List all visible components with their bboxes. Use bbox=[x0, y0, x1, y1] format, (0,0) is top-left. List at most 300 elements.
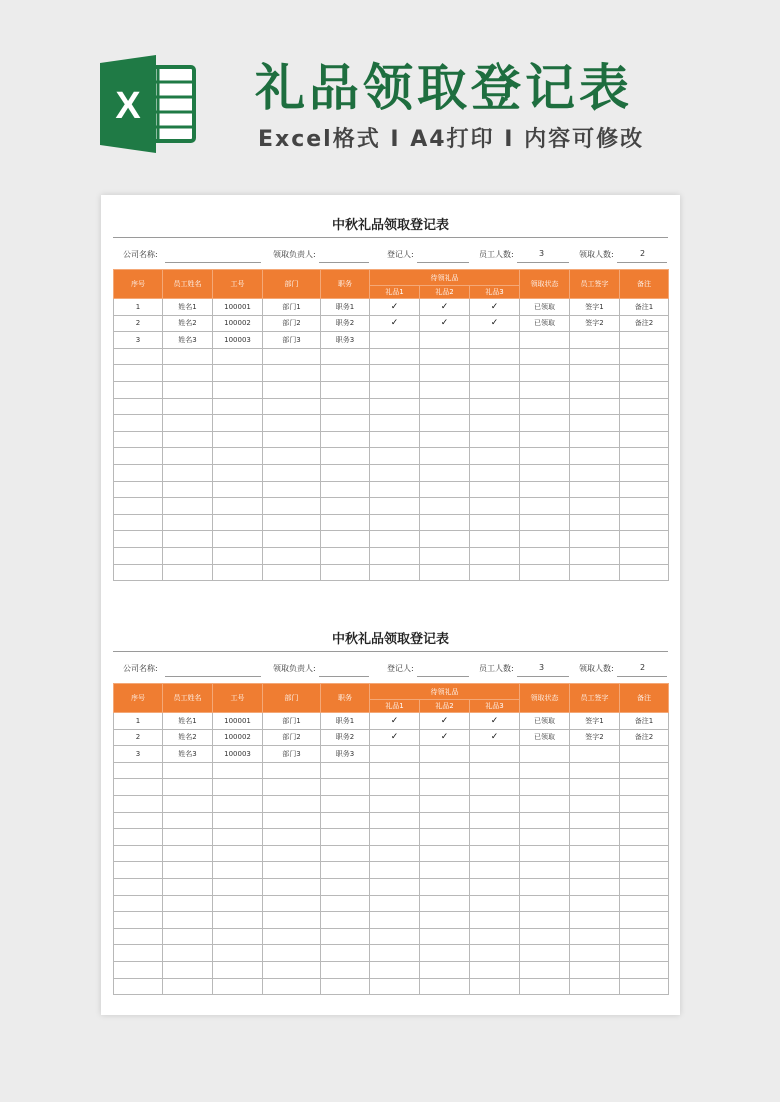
cell-name[interactable]: 姓名1 bbox=[163, 713, 213, 730]
company-field[interactable] bbox=[165, 676, 261, 677]
cell-name[interactable] bbox=[163, 365, 213, 382]
cell-status[interactable] bbox=[520, 464, 570, 481]
cell-post[interactable] bbox=[321, 862, 370, 879]
cell-post[interactable] bbox=[321, 365, 370, 382]
cell-note[interactable] bbox=[620, 415, 669, 432]
cell-signature[interactable] bbox=[570, 481, 620, 498]
cell-id[interactable] bbox=[213, 547, 263, 564]
cell-gift2[interactable] bbox=[420, 365, 470, 382]
cell-status[interactable]: 已领取 bbox=[520, 299, 570, 316]
cell-signature[interactable]: 签字1 bbox=[570, 713, 620, 730]
cell-dept[interactable] bbox=[263, 381, 321, 398]
cell-gift3[interactable] bbox=[470, 564, 520, 581]
cell-gift1[interactable]: ✓ bbox=[370, 729, 420, 746]
cell-name[interactable] bbox=[163, 481, 213, 498]
cell-gift3[interactable] bbox=[470, 415, 520, 432]
cell-gift1[interactable] bbox=[370, 795, 420, 812]
cell-signature[interactable] bbox=[570, 912, 620, 929]
cell-gift1[interactable]: ✓ bbox=[370, 299, 420, 316]
cell-note[interactable] bbox=[620, 514, 669, 531]
cell-index[interactable] bbox=[114, 895, 163, 912]
cell-name[interactable]: 姓名3 bbox=[163, 332, 213, 349]
cell-gift2[interactable] bbox=[420, 746, 470, 763]
cell-post[interactable] bbox=[321, 514, 370, 531]
cell-note[interactable] bbox=[620, 531, 669, 548]
cell-post[interactable] bbox=[321, 431, 370, 448]
cell-signature[interactable] bbox=[570, 448, 620, 465]
cell-gift2[interactable] bbox=[420, 795, 470, 812]
cell-dept[interactable] bbox=[263, 415, 321, 432]
cell-gift2[interactable] bbox=[420, 812, 470, 829]
cell-note[interactable] bbox=[620, 978, 669, 995]
cell-gift1[interactable] bbox=[370, 961, 420, 978]
cell-signature[interactable] bbox=[570, 547, 620, 564]
cell-post[interactable] bbox=[321, 961, 370, 978]
cell-status[interactable] bbox=[520, 961, 570, 978]
cell-gift3[interactable] bbox=[470, 381, 520, 398]
cell-id[interactable] bbox=[213, 912, 263, 929]
cell-gift1[interactable] bbox=[370, 348, 420, 365]
cell-gift1[interactable] bbox=[370, 531, 420, 548]
cell-gift1[interactable]: ✓ bbox=[370, 713, 420, 730]
cell-signature[interactable]: 签字1 bbox=[570, 299, 620, 316]
cell-status[interactable]: 已领取 bbox=[520, 729, 570, 746]
cell-status[interactable] bbox=[520, 762, 570, 779]
cell-id[interactable] bbox=[213, 448, 263, 465]
cell-id[interactable] bbox=[213, 431, 263, 448]
cell-name[interactable] bbox=[163, 945, 213, 962]
cell-gift2[interactable] bbox=[420, 348, 470, 365]
cell-index[interactable] bbox=[114, 531, 163, 548]
cell-gift1[interactable] bbox=[370, 415, 420, 432]
cell-status[interactable] bbox=[520, 795, 570, 812]
cell-post[interactable]: 职务2 bbox=[321, 729, 370, 746]
cell-id[interactable]: 100002 bbox=[213, 315, 263, 332]
cell-name[interactable] bbox=[163, 415, 213, 432]
cell-dept[interactable] bbox=[263, 365, 321, 382]
cell-gift3[interactable] bbox=[470, 514, 520, 531]
cell-gift3[interactable] bbox=[470, 945, 520, 962]
cell-post[interactable] bbox=[321, 381, 370, 398]
cell-dept[interactable] bbox=[263, 481, 321, 498]
cell-dept[interactable] bbox=[263, 464, 321, 481]
cell-post[interactable] bbox=[321, 398, 370, 415]
cell-gift2[interactable] bbox=[420, 448, 470, 465]
cell-signature[interactable] bbox=[570, 795, 620, 812]
cell-gift2[interactable] bbox=[420, 498, 470, 515]
cell-gift1[interactable] bbox=[370, 912, 420, 929]
cell-gift1[interactable] bbox=[370, 547, 420, 564]
cell-gift3[interactable]: ✓ bbox=[470, 299, 520, 316]
cell-id[interactable] bbox=[213, 498, 263, 515]
cell-signature[interactable] bbox=[570, 812, 620, 829]
cell-name[interactable] bbox=[163, 431, 213, 448]
cell-dept[interactable]: 部门2 bbox=[263, 315, 321, 332]
cell-dept[interactable] bbox=[263, 448, 321, 465]
cell-status[interactable] bbox=[520, 978, 570, 995]
cell-status[interactable] bbox=[520, 812, 570, 829]
cell-gift1[interactable] bbox=[370, 481, 420, 498]
cell-signature[interactable] bbox=[570, 531, 620, 548]
cell-index[interactable] bbox=[114, 514, 163, 531]
cell-index[interactable] bbox=[114, 464, 163, 481]
cell-dept[interactable] bbox=[263, 862, 321, 879]
cell-status[interactable] bbox=[520, 498, 570, 515]
cell-note[interactable] bbox=[620, 365, 669, 382]
cell-gift3[interactable] bbox=[470, 547, 520, 564]
cell-post[interactable] bbox=[321, 531, 370, 548]
cell-gift1[interactable] bbox=[370, 862, 420, 879]
cell-note[interactable] bbox=[620, 895, 669, 912]
cell-signature[interactable] bbox=[570, 945, 620, 962]
cell-gift2[interactable] bbox=[420, 514, 470, 531]
cell-dept[interactable] bbox=[263, 431, 321, 448]
cell-status[interactable] bbox=[520, 829, 570, 846]
cell-id[interactable] bbox=[213, 779, 263, 796]
cell-index[interactable] bbox=[114, 978, 163, 995]
cell-dept[interactable]: 部门1 bbox=[263, 713, 321, 730]
cell-gift2[interactable] bbox=[420, 464, 470, 481]
cell-signature[interactable] bbox=[570, 961, 620, 978]
cell-post[interactable] bbox=[321, 829, 370, 846]
cell-status[interactable] bbox=[520, 398, 570, 415]
registrar-field[interactable] bbox=[417, 676, 469, 677]
cell-post[interactable]: 职务2 bbox=[321, 315, 370, 332]
cell-dept[interactable] bbox=[263, 795, 321, 812]
cell-dept[interactable] bbox=[263, 531, 321, 548]
cell-status[interactable]: 已领取 bbox=[520, 713, 570, 730]
cell-index[interactable] bbox=[114, 845, 163, 862]
cell-post[interactable] bbox=[321, 498, 370, 515]
cell-note[interactable] bbox=[620, 398, 669, 415]
cell-note[interactable] bbox=[620, 795, 669, 812]
cell-post[interactable]: 职务1 bbox=[321, 299, 370, 316]
cell-dept[interactable] bbox=[263, 961, 321, 978]
cell-index[interactable] bbox=[114, 398, 163, 415]
cell-gift2[interactable] bbox=[420, 912, 470, 929]
cell-dept[interactable] bbox=[263, 928, 321, 945]
cell-gift1[interactable] bbox=[370, 762, 420, 779]
cell-name[interactable] bbox=[163, 795, 213, 812]
cell-signature[interactable] bbox=[570, 365, 620, 382]
cell-gift1[interactable] bbox=[370, 945, 420, 962]
cell-gift2[interactable] bbox=[420, 895, 470, 912]
cell-post[interactable] bbox=[321, 464, 370, 481]
cell-note[interactable] bbox=[620, 564, 669, 581]
cell-signature[interactable] bbox=[570, 862, 620, 879]
cell-dept[interactable] bbox=[263, 912, 321, 929]
cell-signature[interactable] bbox=[570, 514, 620, 531]
cell-id[interactable] bbox=[213, 481, 263, 498]
cell-note[interactable] bbox=[620, 961, 669, 978]
cell-signature[interactable] bbox=[570, 829, 620, 846]
cell-dept[interactable] bbox=[263, 779, 321, 796]
cell-name[interactable] bbox=[163, 381, 213, 398]
cell-post[interactable]: 职务3 bbox=[321, 332, 370, 349]
cell-gift3[interactable] bbox=[470, 348, 520, 365]
cell-dept[interactable] bbox=[263, 978, 321, 995]
cell-post[interactable] bbox=[321, 564, 370, 581]
cell-gift1[interactable] bbox=[370, 332, 420, 349]
cell-note[interactable] bbox=[620, 862, 669, 879]
cell-status[interactable] bbox=[520, 332, 570, 349]
cell-id[interactable]: 100001 bbox=[213, 299, 263, 316]
cell-dept[interactable] bbox=[263, 845, 321, 862]
cell-dept[interactable] bbox=[263, 547, 321, 564]
cell-gift3[interactable] bbox=[470, 928, 520, 945]
cell-gift3[interactable] bbox=[470, 812, 520, 829]
cell-post[interactable] bbox=[321, 878, 370, 895]
cell-note[interactable] bbox=[620, 845, 669, 862]
cell-dept[interactable]: 部门3 bbox=[263, 746, 321, 763]
cell-dept[interactable]: 部门2 bbox=[263, 729, 321, 746]
cell-gift3[interactable] bbox=[470, 448, 520, 465]
cell-gift1[interactable] bbox=[370, 381, 420, 398]
cell-id[interactable] bbox=[213, 514, 263, 531]
cell-name[interactable] bbox=[163, 531, 213, 548]
cell-name[interactable] bbox=[163, 928, 213, 945]
cell-note[interactable]: 备注1 bbox=[620, 713, 669, 730]
cell-status[interactable] bbox=[520, 912, 570, 929]
cell-status[interactable] bbox=[520, 348, 570, 365]
cell-post[interactable] bbox=[321, 547, 370, 564]
cell-id[interactable] bbox=[213, 415, 263, 432]
cell-gift2[interactable]: ✓ bbox=[420, 315, 470, 332]
cell-note[interactable] bbox=[620, 381, 669, 398]
cell-gift1[interactable] bbox=[370, 398, 420, 415]
cell-id[interactable] bbox=[213, 564, 263, 581]
cell-name[interactable]: 姓名2 bbox=[163, 315, 213, 332]
cell-gift1[interactable] bbox=[370, 878, 420, 895]
cell-signature[interactable]: 签字2 bbox=[570, 729, 620, 746]
cell-name[interactable] bbox=[163, 514, 213, 531]
cell-name[interactable] bbox=[163, 961, 213, 978]
cell-gift3[interactable] bbox=[470, 878, 520, 895]
cell-gift1[interactable] bbox=[370, 464, 420, 481]
cell-id[interactable] bbox=[213, 762, 263, 779]
cell-gift3[interactable]: ✓ bbox=[470, 729, 520, 746]
cell-status[interactable] bbox=[520, 779, 570, 796]
cell-note[interactable] bbox=[620, 762, 669, 779]
cell-status[interactable] bbox=[520, 746, 570, 763]
received-count-field[interactable] bbox=[617, 262, 667, 263]
cell-dept[interactable] bbox=[263, 829, 321, 846]
cell-gift1[interactable] bbox=[370, 514, 420, 531]
cell-post[interactable] bbox=[321, 795, 370, 812]
cell-index[interactable] bbox=[114, 431, 163, 448]
cell-id[interactable] bbox=[213, 862, 263, 879]
cell-note[interactable] bbox=[620, 464, 669, 481]
cell-name[interactable] bbox=[163, 348, 213, 365]
cell-note[interactable] bbox=[620, 431, 669, 448]
cell-gift2[interactable] bbox=[420, 928, 470, 945]
cell-index[interactable] bbox=[114, 498, 163, 515]
staff-count-field[interactable] bbox=[517, 262, 569, 263]
cell-name[interactable] bbox=[163, 547, 213, 564]
cell-gift3[interactable] bbox=[470, 895, 520, 912]
cell-name[interactable] bbox=[163, 812, 213, 829]
cell-gift1[interactable] bbox=[370, 448, 420, 465]
cell-index[interactable] bbox=[114, 928, 163, 945]
received-count-field[interactable] bbox=[617, 676, 667, 677]
cell-gift3[interactable] bbox=[470, 912, 520, 929]
cell-post[interactable] bbox=[321, 448, 370, 465]
cell-name[interactable]: 姓名1 bbox=[163, 299, 213, 316]
cell-gift3[interactable] bbox=[470, 332, 520, 349]
cell-gift3[interactable] bbox=[470, 464, 520, 481]
cell-gift2[interactable] bbox=[420, 862, 470, 879]
cell-gift3[interactable] bbox=[470, 779, 520, 796]
cell-index[interactable] bbox=[114, 348, 163, 365]
cell-index[interactable]: 1 bbox=[114, 713, 163, 730]
cell-id[interactable] bbox=[213, 795, 263, 812]
cell-gift3[interactable] bbox=[470, 531, 520, 548]
cell-status[interactable] bbox=[520, 928, 570, 945]
cell-index[interactable] bbox=[114, 564, 163, 581]
cell-note[interactable] bbox=[620, 928, 669, 945]
cell-gift2[interactable] bbox=[420, 978, 470, 995]
cell-name[interactable] bbox=[163, 862, 213, 879]
cell-status[interactable] bbox=[520, 564, 570, 581]
cell-note[interactable]: 备注2 bbox=[620, 315, 669, 332]
cell-index[interactable]: 3 bbox=[114, 332, 163, 349]
cell-note[interactable]: 备注1 bbox=[620, 299, 669, 316]
cell-id[interactable]: 100001 bbox=[213, 713, 263, 730]
cell-id[interactable] bbox=[213, 365, 263, 382]
cell-name[interactable]: 姓名2 bbox=[163, 729, 213, 746]
cell-post[interactable] bbox=[321, 912, 370, 929]
cell-gift1[interactable] bbox=[370, 812, 420, 829]
cell-signature[interactable] bbox=[570, 431, 620, 448]
cell-gift1[interactable] bbox=[370, 829, 420, 846]
cell-post[interactable] bbox=[321, 895, 370, 912]
cell-id[interactable] bbox=[213, 845, 263, 862]
cell-status[interactable] bbox=[520, 862, 570, 879]
cell-note[interactable] bbox=[620, 348, 669, 365]
cell-id[interactable] bbox=[213, 961, 263, 978]
cell-signature[interactable] bbox=[570, 464, 620, 481]
cell-note[interactable] bbox=[620, 912, 669, 929]
cell-gift2[interactable] bbox=[420, 845, 470, 862]
cell-gift2[interactable]: ✓ bbox=[420, 299, 470, 316]
cell-index[interactable]: 1 bbox=[114, 299, 163, 316]
cell-name[interactable]: 姓名3 bbox=[163, 746, 213, 763]
cell-gift2[interactable] bbox=[420, 481, 470, 498]
cell-gift2[interactable] bbox=[420, 398, 470, 415]
cell-status[interactable] bbox=[520, 895, 570, 912]
cell-index[interactable]: 2 bbox=[114, 315, 163, 332]
cell-id[interactable] bbox=[213, 464, 263, 481]
cell-index[interactable] bbox=[114, 547, 163, 564]
cell-name[interactable] bbox=[163, 895, 213, 912]
cell-note[interactable] bbox=[620, 945, 669, 962]
cell-id[interactable] bbox=[213, 895, 263, 912]
cell-status[interactable] bbox=[520, 365, 570, 382]
cell-gift2[interactable] bbox=[420, 431, 470, 448]
cell-name[interactable] bbox=[163, 779, 213, 796]
cell-gift3[interactable] bbox=[470, 431, 520, 448]
cell-dept[interactable] bbox=[263, 498, 321, 515]
cell-gift1[interactable]: ✓ bbox=[370, 315, 420, 332]
cell-gift1[interactable] bbox=[370, 978, 420, 995]
cell-post[interactable]: 职务3 bbox=[321, 746, 370, 763]
cell-id[interactable] bbox=[213, 398, 263, 415]
cell-gift2[interactable] bbox=[420, 381, 470, 398]
cell-id[interactable]: 100003 bbox=[213, 332, 263, 349]
cell-signature[interactable] bbox=[570, 332, 620, 349]
cell-index[interactable]: 3 bbox=[114, 746, 163, 763]
cell-signature[interactable] bbox=[570, 564, 620, 581]
cell-status[interactable] bbox=[520, 381, 570, 398]
cell-dept[interactable] bbox=[263, 514, 321, 531]
cell-note[interactable] bbox=[620, 779, 669, 796]
cell-signature[interactable] bbox=[570, 878, 620, 895]
cell-signature[interactable] bbox=[570, 381, 620, 398]
cell-gift2[interactable] bbox=[420, 762, 470, 779]
cell-index[interactable] bbox=[114, 762, 163, 779]
cell-index[interactable] bbox=[114, 779, 163, 796]
cell-name[interactable] bbox=[163, 762, 213, 779]
cell-gift2[interactable] bbox=[420, 829, 470, 846]
cell-post[interactable] bbox=[321, 928, 370, 945]
cell-gift3[interactable] bbox=[470, 829, 520, 846]
manager-field[interactable] bbox=[319, 676, 369, 677]
cell-index[interactable] bbox=[114, 862, 163, 879]
cell-name[interactable] bbox=[163, 398, 213, 415]
cell-name[interactable] bbox=[163, 498, 213, 515]
cell-signature[interactable] bbox=[570, 779, 620, 796]
cell-index[interactable] bbox=[114, 795, 163, 812]
manager-field[interactable] bbox=[319, 262, 369, 263]
cell-gift2[interactable]: ✓ bbox=[420, 729, 470, 746]
cell-id[interactable] bbox=[213, 928, 263, 945]
cell-gift3[interactable]: ✓ bbox=[470, 713, 520, 730]
cell-id[interactable] bbox=[213, 945, 263, 962]
cell-id[interactable] bbox=[213, 531, 263, 548]
cell-dept[interactable] bbox=[263, 348, 321, 365]
cell-gift3[interactable] bbox=[470, 481, 520, 498]
cell-index[interactable] bbox=[114, 481, 163, 498]
cell-status[interactable]: 已领取 bbox=[520, 315, 570, 332]
cell-signature[interactable] bbox=[570, 398, 620, 415]
cell-index[interactable] bbox=[114, 961, 163, 978]
cell-gift3[interactable] bbox=[470, 862, 520, 879]
cell-signature[interactable] bbox=[570, 498, 620, 515]
cell-status[interactable] bbox=[520, 481, 570, 498]
cell-note[interactable] bbox=[620, 481, 669, 498]
cell-post[interactable] bbox=[321, 415, 370, 432]
cell-status[interactable] bbox=[520, 448, 570, 465]
cell-index[interactable] bbox=[114, 365, 163, 382]
cell-note[interactable] bbox=[620, 829, 669, 846]
cell-gift2[interactable]: ✓ bbox=[420, 713, 470, 730]
cell-signature[interactable] bbox=[570, 746, 620, 763]
cell-index[interactable] bbox=[114, 878, 163, 895]
cell-index[interactable]: 2 bbox=[114, 729, 163, 746]
cell-id[interactable] bbox=[213, 829, 263, 846]
cell-index[interactable] bbox=[114, 829, 163, 846]
cell-index[interactable] bbox=[114, 415, 163, 432]
cell-gift2[interactable] bbox=[420, 332, 470, 349]
cell-dept[interactable] bbox=[263, 812, 321, 829]
cell-gift3[interactable] bbox=[470, 365, 520, 382]
cell-gift3[interactable] bbox=[470, 498, 520, 515]
cell-gift3[interactable] bbox=[470, 746, 520, 763]
registrar-field[interactable] bbox=[417, 262, 469, 263]
cell-gift1[interactable] bbox=[370, 498, 420, 515]
cell-id[interactable] bbox=[213, 978, 263, 995]
cell-gift1[interactable] bbox=[370, 746, 420, 763]
